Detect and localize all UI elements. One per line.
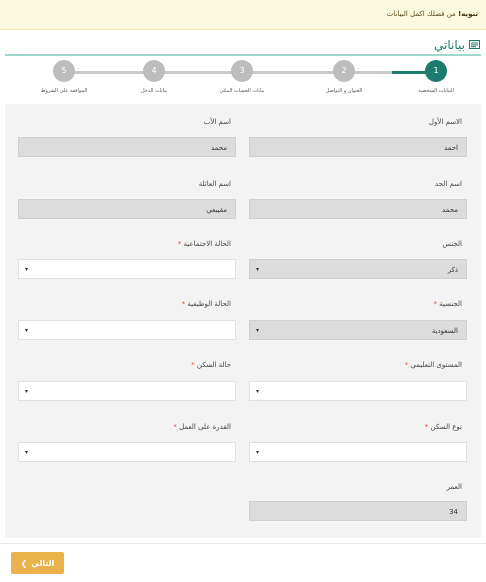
chevron-down-icon: ▾ [256,266,260,273]
housing-status-label-text: حالة السكن [196,361,231,369]
marital-status-label-text: الحالة الاجتماعية [183,240,231,248]
chevron-down-icon: ▾ [256,327,260,334]
chevron-down-icon: ▾ [25,266,29,273]
step-terms[interactable] [19,60,109,94]
step-number: 5 [53,60,75,82]
chevron-down-icon: ▾ [256,449,260,456]
marital-status-label [31,240,231,248]
title-divider [5,54,481,56]
id-card-icon [469,40,480,51]
work-ability-select[interactable] [18,442,236,462]
age-label: العمر [446,483,462,491]
grandfather-name-field[interactable]: محمد [249,199,467,219]
step-number: 1 [425,60,447,82]
step-income[interactable] [109,60,199,94]
housing-status-select[interactable] [18,381,236,401]
chevron-down-icon: ▾ [25,449,29,456]
gender-value: ذكر [447,266,458,274]
housing-type-label [262,423,462,431]
family-name-label: اسم العائلة [198,180,231,188]
employment-status-label-text: الحالة الوظيفية [187,300,231,308]
notice-label: تنويه! [458,10,478,18]
progress-stepper [0,58,486,100]
nationality-select[interactable] [249,320,467,340]
next-button[interactable] [11,552,64,574]
step-personal-data[interactable] [391,60,481,94]
next-button-label: التالي [31,558,55,568]
step-bank-account[interactable] [197,60,287,94]
chevron-left-icon: ❮ [20,558,28,568]
step-label: البيانات الشخصية [418,88,454,94]
first-name-label: الاسم الأول [428,118,462,126]
nationality-value: السعودية [431,327,458,335]
work-ability-label-text: القدرة على العمل [179,423,231,431]
step-number: 4 [143,60,165,82]
footer-divider [0,543,486,544]
housing-type-label-text: نوع السكن [430,423,462,431]
chevron-down-icon: ▾ [25,388,29,395]
nationality-label [262,300,462,308]
step-number: 2 [333,60,355,82]
age-field[interactable]: 34 [249,501,467,521]
first-name-field[interactable]: احمد [249,137,467,157]
gender-select[interactable] [249,259,467,279]
required-mark: * [424,423,429,431]
step-label: بيانات الدخل [140,88,168,94]
grandfather-name-label: اسم الجد [435,180,462,188]
step-label: العنوان و التواصل [325,88,363,94]
step-address-contact[interactable] [299,60,389,94]
step-label: بيانات الحساب البنكي [219,88,265,94]
father-name-field[interactable]: محمد [18,137,236,157]
step-number: 3 [231,60,253,82]
nationality-label-text: الجنسية [439,300,462,308]
housing-status-label [31,361,231,369]
required-mark: * [181,300,186,308]
education-level-label [262,361,462,369]
gender-label: الجنس [442,240,462,248]
work-ability-label [31,423,231,431]
education-level-select[interactable] [249,381,467,401]
required-mark: * [191,361,195,369]
required-mark: * [173,423,177,431]
page-title: بياناتي [434,38,465,52]
employment-status-select[interactable] [18,320,236,340]
housing-type-select[interactable] [249,442,467,462]
required-mark: * [404,361,409,369]
employment-status-label [31,300,231,308]
family-name-field[interactable]: مقيبعي [18,199,236,219]
step-label: الموافقة على الشروط [40,88,88,94]
required-mark: * [433,300,437,308]
notice-bar [0,0,486,30]
notice-text: من فضلك اكمل البيانات [386,10,456,18]
required-mark: * [177,240,182,248]
father-name-label: اسم الأب [203,118,231,126]
page-header [0,34,486,56]
chevron-down-icon: ▾ [256,388,260,395]
marital-status-select[interactable] [18,259,236,279]
education-level-label-text: المستوى التعليمي [410,361,462,369]
chevron-down-icon: ▾ [25,327,29,334]
